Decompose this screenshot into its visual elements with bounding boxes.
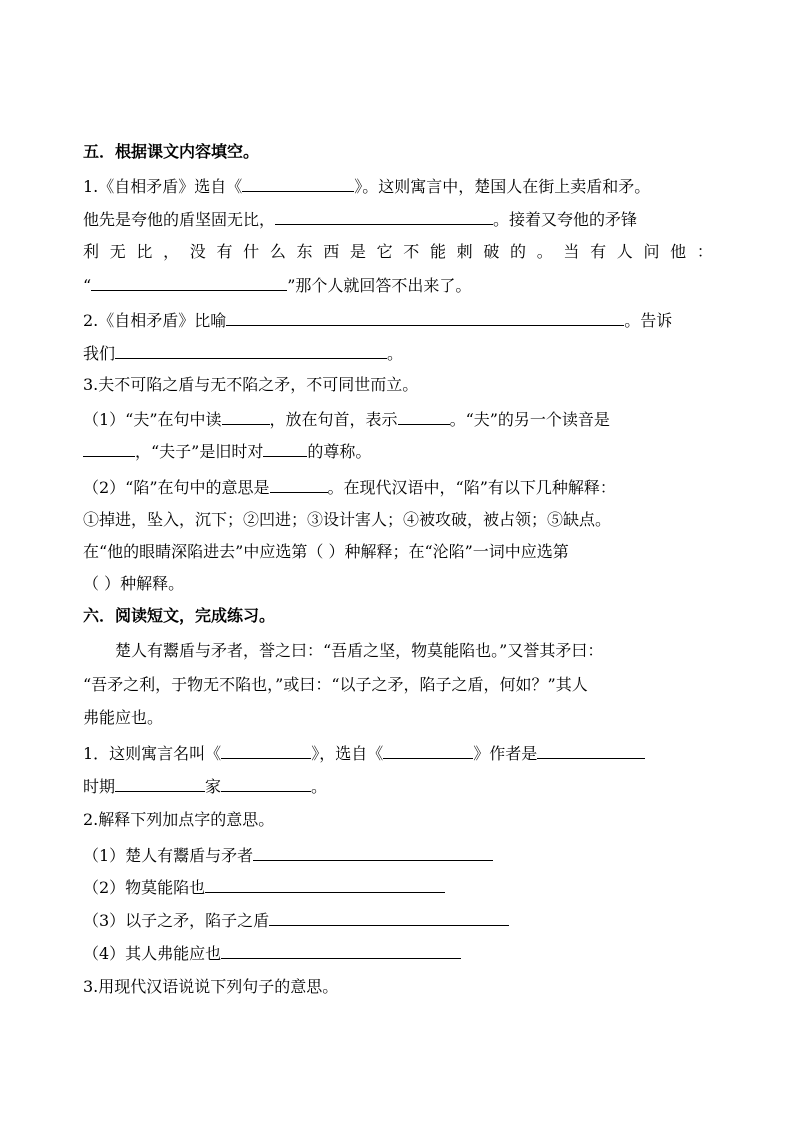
q3-blank-xian-meaning[interactable]	[270, 476, 328, 493]
s6-q1-blank-period[interactable]	[115, 775, 205, 792]
q1-line3-char: 破	[483, 242, 500, 261]
q1-line3-char: 它	[376, 242, 393, 261]
section-5-heading: 五．根据课文内容填空。	[83, 142, 260, 161]
q1-line3-char: ，	[163, 242, 180, 261]
passage-line-2: “吾矛之利，于物无不陷也，”或曰：“以子之矛，陷子之盾，何如？”其人	[83, 675, 588, 694]
q1-line3-char: 有	[216, 242, 233, 261]
q1-line3-char: 是	[349, 242, 366, 261]
q1-blank-shield[interactable]	[275, 208, 493, 225]
s6-q2: 2.解释下列加点字的意思。	[83, 810, 275, 829]
q1-line3-char: 能	[429, 242, 446, 261]
passage-line-1: 楚人有鬻盾与矛者，誉之曰：“吾盾之坚，物莫能陷也。”又誉其矛曰：	[115, 641, 604, 660]
q1-blank-question[interactable]	[91, 274, 287, 291]
q1-line3-char: 西	[323, 242, 340, 261]
s6-q3: 3.用现代汉语说说下列句子的意思。	[83, 977, 339, 996]
q3-part2-line4: （ ）种解释。	[83, 574, 185, 593]
s6-q1-line1: 1．这则寓言名叫《 》，选自《 》作者是	[83, 742, 645, 764]
q2-line-1: 2.《自相矛盾》比喻 。告诉	[83, 311, 673, 330]
q3-part1-line1: （1）“夫”在句中读 ，放在句首，表示 。“夫”的另一个读音是	[83, 410, 610, 429]
s6-q2-item-1: （1）楚人有鬻盾与矛者	[83, 844, 493, 866]
q1-line-1: 1.《自相矛盾》选自《 》。这则寓言中，楚国人在街上卖盾和矛。	[83, 177, 651, 196]
q3-blank-honorific[interactable]	[263, 440, 307, 457]
q1-blank-source[interactable]	[242, 175, 354, 192]
q3-part2-line2: ①掉进，坠入，沉下；②凹进；③设计害人；④被攻破，被占领；⑤缺点。	[83, 510, 612, 529]
s6-q2-blank-3[interactable]	[269, 909, 509, 926]
s6-q1-blank-school[interactable]	[221, 775, 311, 792]
s6-q1-blank-source[interactable]	[383, 742, 473, 759]
q1-line3-char: 当	[563, 242, 580, 261]
q1-line3-char: 问	[643, 242, 660, 261]
q1-line3-char: 人	[616, 242, 633, 261]
q1-line3-char: 什	[243, 242, 260, 261]
q1-line3-char: 东	[296, 242, 313, 261]
q3-part2-line1: （2）“陷”在句中的意思是 。在现代汉语中，“陷”有以下几种解释：	[83, 478, 616, 497]
s6-q1-blank-author[interactable]	[537, 742, 645, 759]
s6-q2-item-2: （2）物莫能陷也	[83, 876, 445, 898]
s6-q1-blank-title[interactable]	[221, 742, 311, 759]
q3-blank-pronunciation[interactable]	[222, 408, 270, 425]
q2-blank-lesson[interactable]	[115, 342, 387, 359]
s6-q2-item-3: （3）以子之矛，陷子之盾	[83, 909, 509, 931]
passage-line-3: 弗能应也。	[83, 708, 164, 727]
s6-q2-blank-1[interactable]	[253, 844, 493, 861]
q1-line3-char: 比	[136, 242, 153, 261]
q1-line-3	[83, 241, 713, 263]
q3-blank-meaning[interactable]	[398, 408, 450, 425]
q3-part2-line3: 在“他的眼睛深陷进去”中应选第（ ）种解释；在“沦陷”一词中应选第	[83, 542, 569, 561]
q1-line3-char: 不	[403, 242, 420, 261]
q1-line3-char: 有	[590, 242, 607, 261]
s6-q2-blank-4[interactable]	[221, 942, 461, 959]
section-6-heading: 六．阅读短文，完成练习。	[83, 606, 276, 625]
s6-q1-line2: 时期 家 。	[83, 777, 328, 796]
q1-line-4: “ ”那个人就回答不出来了。	[83, 276, 472, 295]
q3-part1-line2: ，“夫子”是旧时对 的尊称。	[83, 440, 371, 462]
q1-line3-char: ：	[696, 242, 713, 261]
q1-line3-char: 刺	[456, 242, 473, 261]
q1-line3-char: 。	[536, 242, 553, 261]
s6-q2-blank-2[interactable]	[205, 876, 445, 893]
q1-line3-char: 么	[269, 242, 286, 261]
q1-line3-char: 无	[109, 242, 126, 261]
q1-line-2: 他先是夸他的盾坚固无比， 。接着又夸他的矛锋	[83, 210, 638, 229]
q2-blank-metaphor[interactable]	[226, 309, 624, 326]
worksheet-page	[83, 0, 713, 1123]
q3-blank-other-reading[interactable]	[83, 440, 135, 457]
q1-line3-char: 利	[83, 242, 100, 261]
q1-line3-char: 没	[189, 242, 206, 261]
q3-stem: 3.夫不可陷之盾与无不陷之矛，不可同世而立。	[83, 375, 419, 394]
q2-line-2: 我们 。	[83, 344, 404, 363]
s6-q2-item-4: （4）其人弗能应也	[83, 942, 461, 964]
q1-line3-char: 他	[670, 242, 687, 261]
q1-line3-char: 的	[510, 242, 527, 261]
